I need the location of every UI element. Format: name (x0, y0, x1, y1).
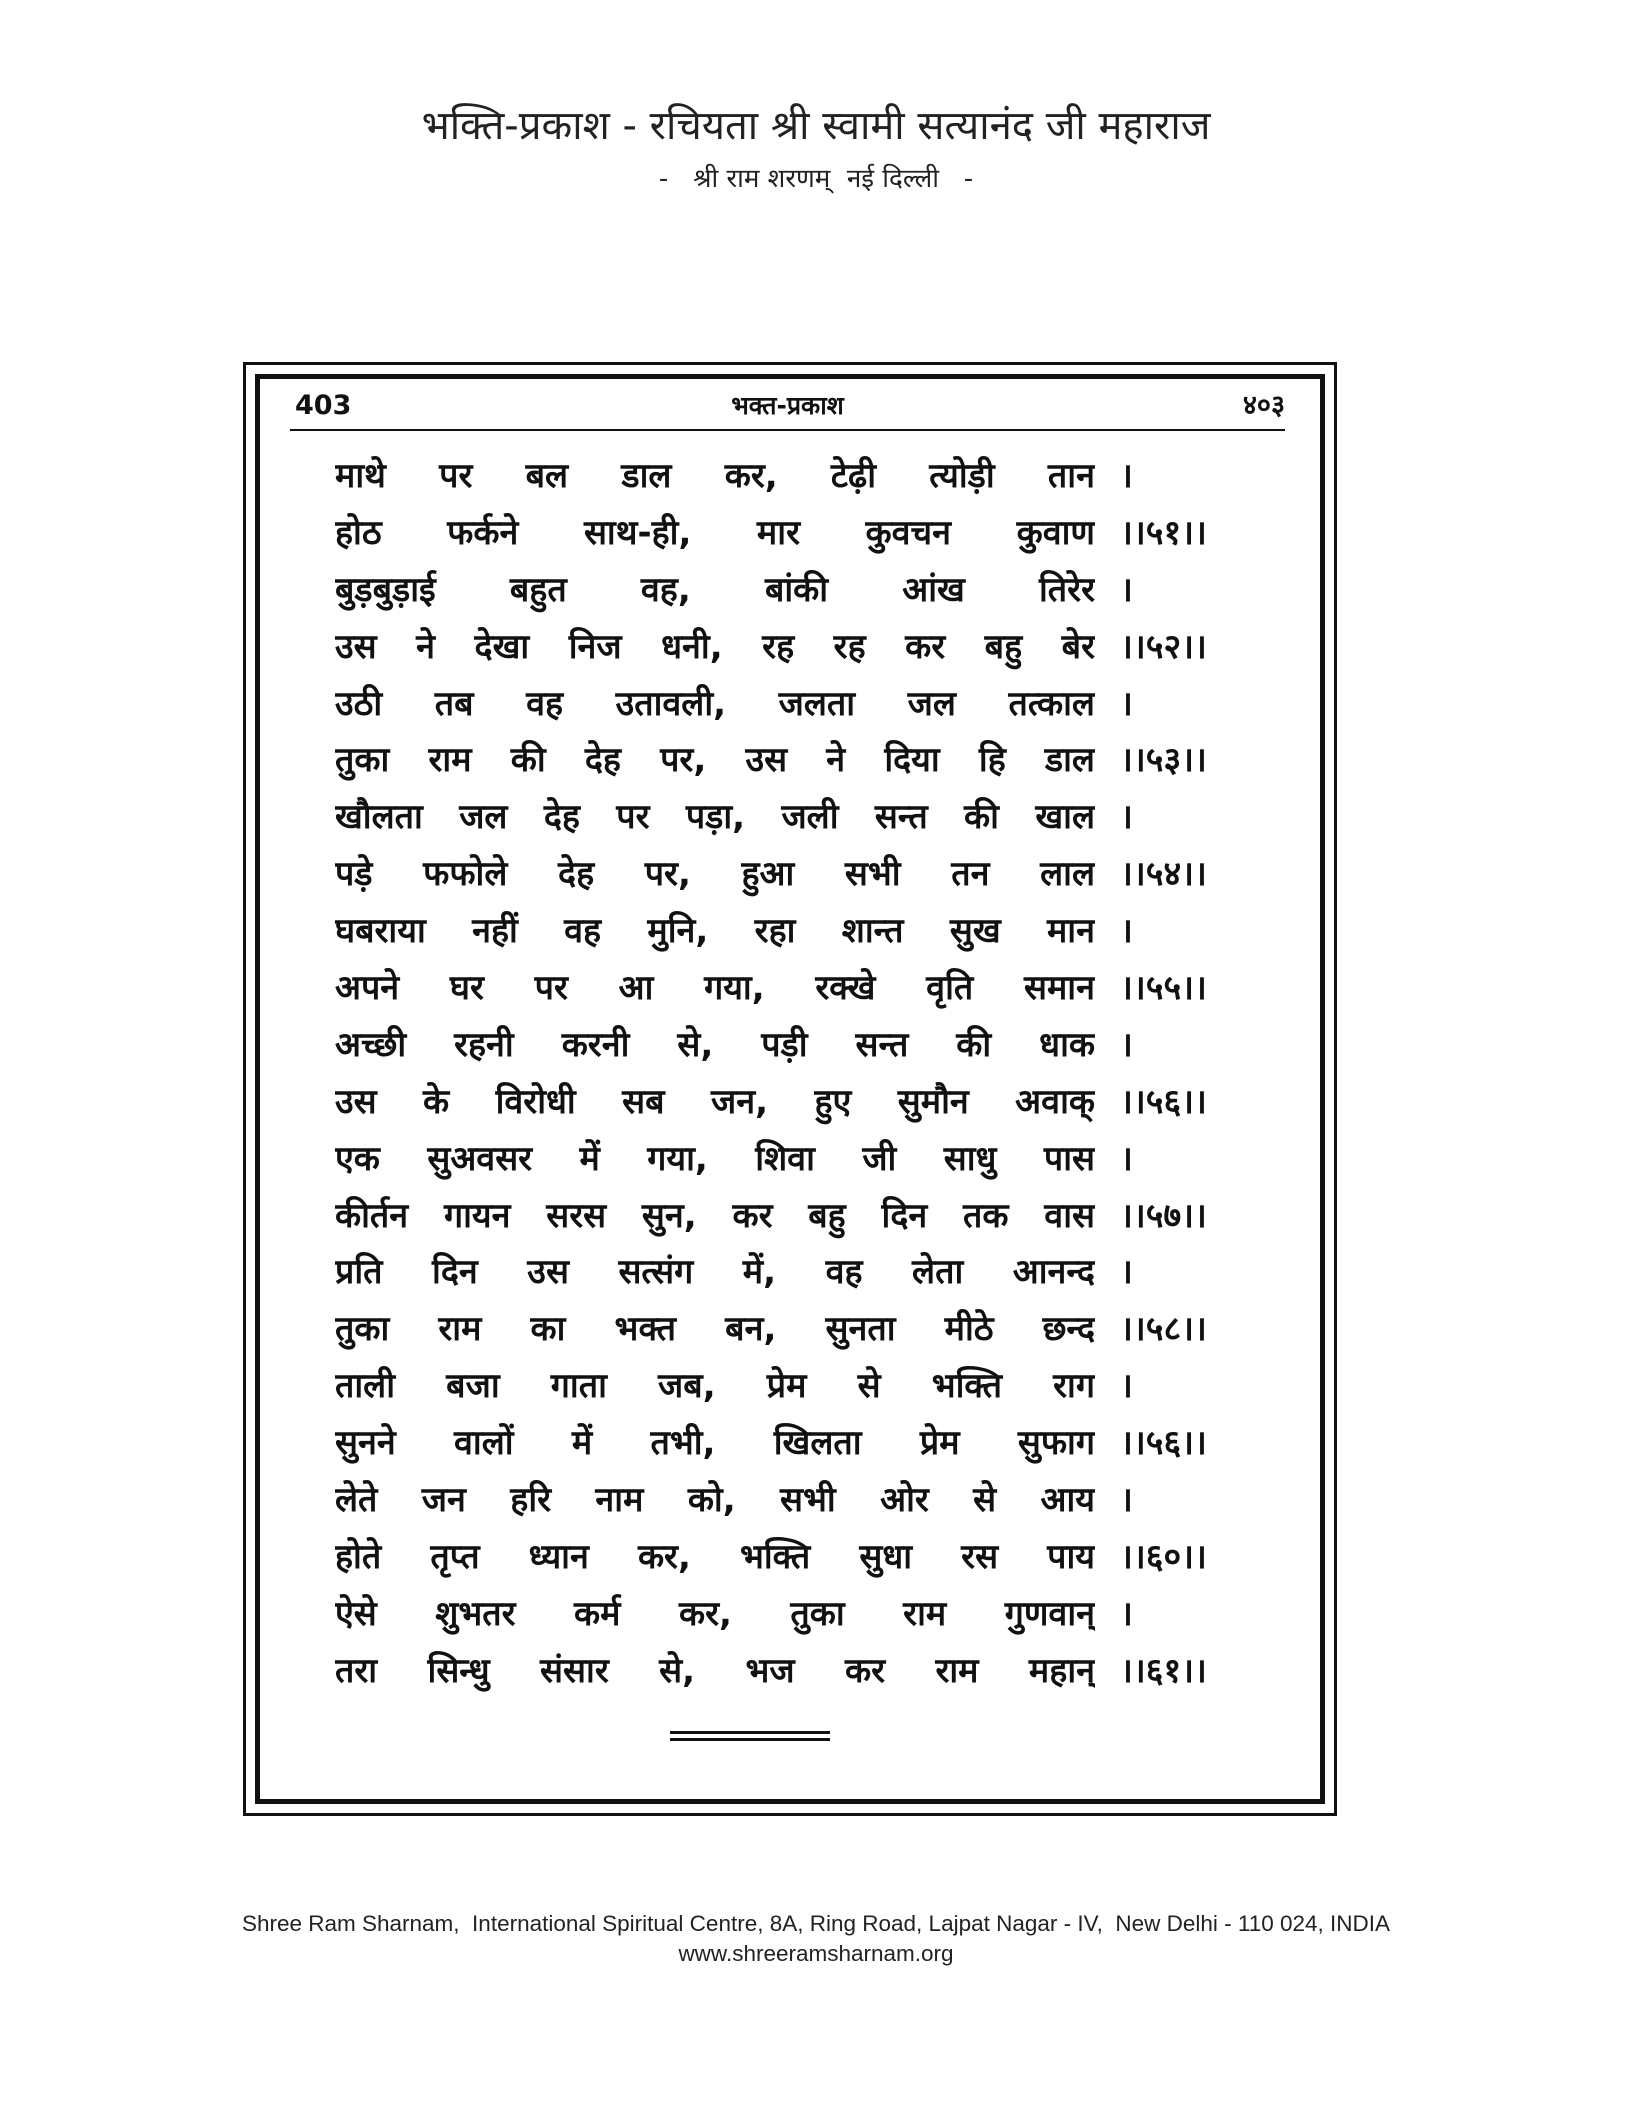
verse-line (335, 1529, 1295, 1586)
verse-mark: ।।५३।। (1120, 740, 1207, 781)
verse-text: एक सुअवसर में गया, शिवा जी साधु पास (335, 1138, 1095, 1179)
verse-mark: ।।५५।। (1120, 968, 1207, 1009)
verse-mark: ।।६१।। (1120, 1650, 1207, 1691)
verse-mark: । (1120, 1024, 1133, 1065)
verse-text: होते तृप्त ध्यान कर, भक्ति सुधा रस पाय (335, 1536, 1095, 1577)
verse-line (335, 1188, 1295, 1245)
footer-address: Shree Ram Sharnam, International Spiritual Centre, 8A, Ring Road, Lajpat Nagar - IV, New Delhi - 110 024, INDIA (241, 1911, 1391, 1936)
verse-line (335, 1074, 1295, 1131)
verse-line (335, 1415, 1295, 1472)
verse-text: उस के विरोधी सब जन, हुए सुमौन अवाक् (335, 1081, 1095, 1122)
verse-text: माथे पर बल डाल कर, टेढ़ी त्योड़ी तान (335, 456, 1095, 496)
verse-mark: ।।६०।। (1120, 1536, 1207, 1577)
end-of-section-rule (670, 1731, 830, 1734)
verse-line (335, 619, 1295, 676)
verse-mark: ।।५८।। (1120, 1309, 1207, 1350)
verse-text: उस ने देखा निज धनी, रह रह कर बहु बेर (335, 626, 1095, 667)
verse-line (335, 846, 1295, 903)
verse-text: लेते जन हरि नाम को, सभी ओर से आय (335, 1480, 1095, 1521)
verse-text: तुका राम का भक्त बन, सुनता मीठे छन्द (335, 1309, 1095, 1350)
verse-list (335, 448, 1295, 1700)
verse-line (335, 1017, 1295, 1074)
verse-line (335, 505, 1295, 562)
running-title: भक्त-प्रकाश (731, 391, 844, 420)
verse-text: कीर्तन गायन सरस सुन, कर बहु दिन तक वास (335, 1195, 1095, 1236)
verse-line (335, 1358, 1295, 1415)
verse-mark: । (1120, 456, 1133, 496)
verse-line (335, 448, 1295, 505)
verse-text: खौलता जल देह पर पड़ा, जली सन्त की खाल (335, 797, 1095, 838)
verse-line (335, 1301, 1295, 1358)
verse-mark: । (1120, 1252, 1133, 1293)
verse-mark: ।।५१।। (1120, 512, 1207, 553)
verse-text: पड़े फफोले देह पर, हुआ सभी तन लाल (335, 854, 1095, 895)
header-divider (290, 429, 1285, 431)
verse-mark: ।।५६।। (1120, 1081, 1207, 1122)
document-title: भक्ति-प्रकाश - रचियता श्री स्वामी सत्यानंद जी महाराज (421, 103, 1211, 149)
verse-line (335, 1643, 1295, 1700)
verse-mark: । (1120, 1366, 1133, 1407)
verse-mark: । (1120, 569, 1133, 610)
verse-line (335, 732, 1295, 789)
verse-mark: ।।५७।। (1120, 1195, 1207, 1236)
page-number-devanagari: ४०३ (1242, 390, 1285, 421)
verse-text: बुड़बुड़ाई बहुत वह, बांकी आंख तिरेर (335, 569, 1095, 610)
verse-line (335, 903, 1295, 960)
verse-text: तरा सिन्धु संसार से, भज कर राम महान् (335, 1650, 1095, 1691)
verse-line (335, 676, 1295, 733)
book-page-header (290, 385, 1285, 427)
verse-mark: । (1120, 1480, 1133, 1521)
verse-text: ऐसे शुभतर कर्म कर, तुका राम गुणवान् (335, 1593, 1095, 1634)
verse-text: अपने घर पर आ गया, रक्खे वृति समान (335, 968, 1095, 1009)
verse-mark: । (1120, 911, 1133, 952)
verse-mark: ।।५४।। (1120, 854, 1207, 895)
verse-mark: । (1120, 683, 1133, 724)
verse-mark: ।।५६।। (1120, 1423, 1207, 1464)
document-subtitle: - श्री राम शरणम् नई दिल्ली - (658, 164, 974, 194)
end-of-section-rule (670, 1738, 830, 1741)
verse-text: सुनने वालों में तभी, खिलता प्रेम सुफाग (335, 1423, 1095, 1464)
verse-line (335, 1472, 1295, 1529)
verse-text: प्रति दिन उस सत्संग में, वह लेता आनन्द (335, 1252, 1095, 1293)
verse-text: अच्छी रहनी करनी से, पड़ी सन्त की धाक (335, 1024, 1095, 1065)
page-number-arabic: 403 (295, 390, 352, 421)
verse-text: तुका राम की देह पर, उस ने दिया हि डाल (335, 740, 1095, 781)
verse-text: ताली बजा गाता जब, प्रेम से भक्ति राग (335, 1366, 1095, 1407)
verse-mark: । (1120, 1138, 1133, 1179)
verse-mark: ।।५२।। (1120, 626, 1207, 667)
verse-mark: । (1120, 1593, 1133, 1634)
verse-line (335, 960, 1295, 1017)
verse-mark: । (1120, 797, 1133, 838)
verse-text: उठी तब वह उतावली, जलता जल तत्काल (335, 683, 1095, 724)
verse-line (335, 1131, 1295, 1188)
verse-text: घबराया नहीं वह मुनि, रहा शान्त सुख मान (335, 911, 1095, 952)
verse-line (335, 789, 1295, 846)
footer-website: www.shreeramsharnam.org (678, 1941, 954, 1966)
verse-line (335, 1586, 1295, 1643)
verse-line (335, 562, 1295, 619)
verse-line (335, 1244, 1295, 1301)
verse-text: होठ फर्कने साथ-ही, मार कुवचन कुवाण (335, 512, 1095, 553)
